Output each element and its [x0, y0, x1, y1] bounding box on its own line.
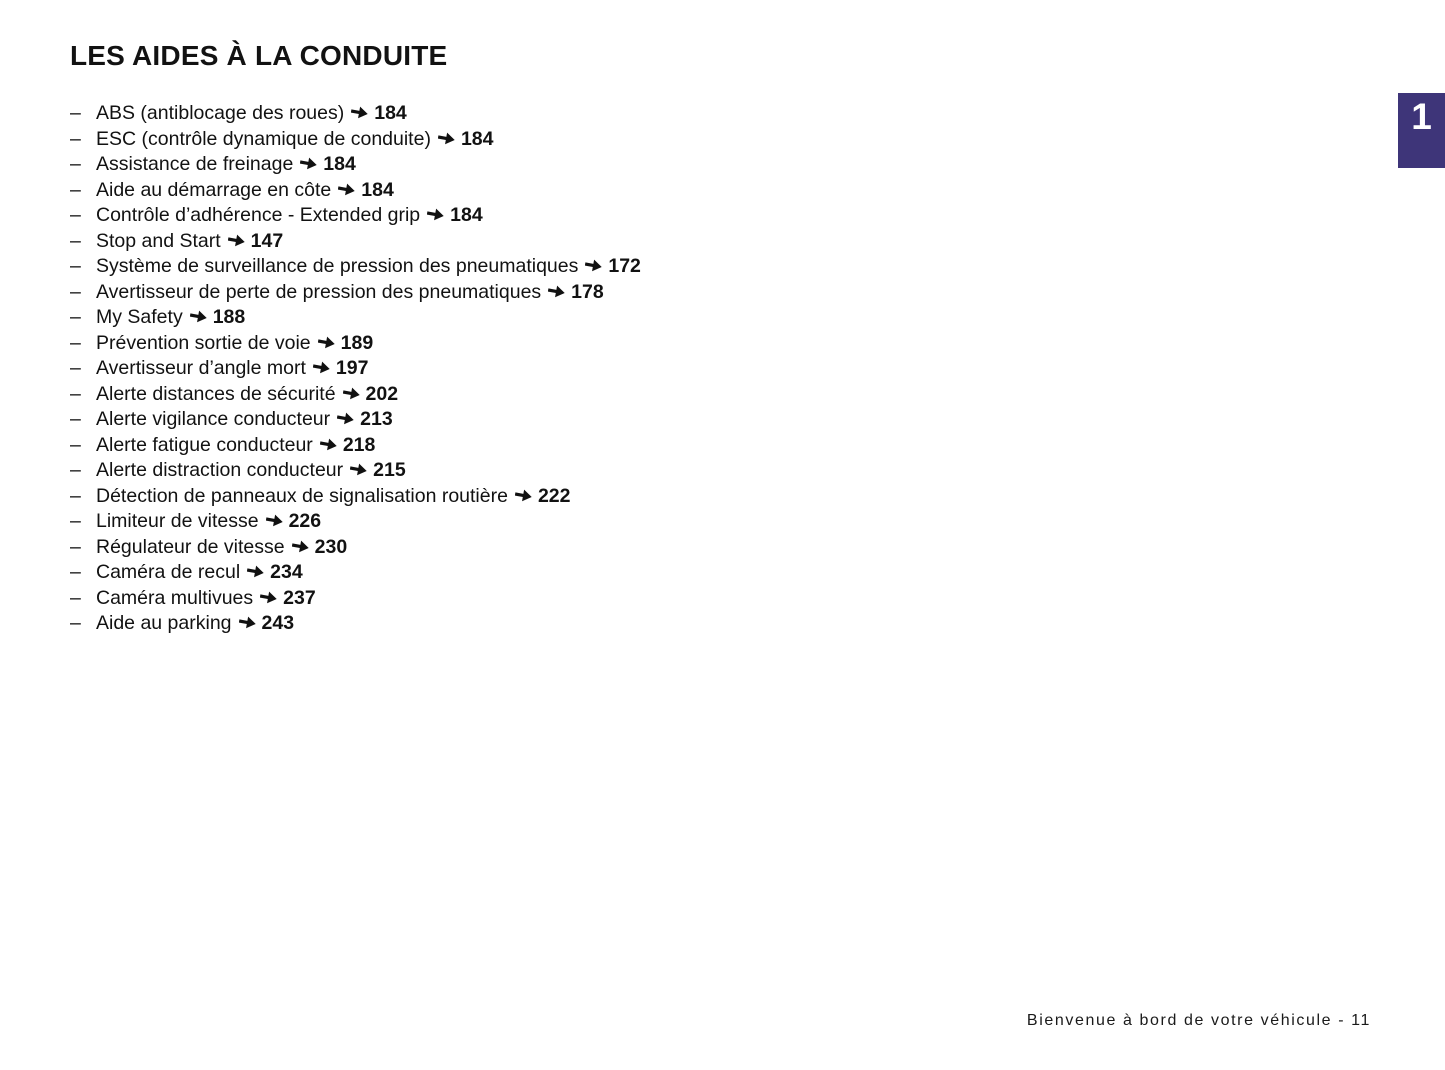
- page-ref-arrow-icon: [351, 104, 368, 121]
- toc-item: [70, 254, 970, 280]
- toc-item-dash: –: [70, 178, 81, 201]
- page-ref-arrow-icon: [190, 308, 207, 325]
- toc-item-label: Alerte distraction conducteur: [96, 459, 344, 481]
- toc-item-page-number: 237: [283, 586, 316, 609]
- toc-item-page-number: 184: [374, 102, 407, 124]
- page-ref-arrow-icon: [292, 538, 309, 555]
- toc-item-label: Détection de panneaux de signalisation routière: [96, 484, 508, 507]
- toc-item: [70, 356, 970, 382]
- toc-item: [70, 407, 970, 433]
- page-ref-arrow-icon: [247, 563, 264, 580]
- toc-item-label: Stop and Start: [96, 229, 221, 252]
- toc-item-label: Assistance de freinage: [96, 153, 294, 175]
- toc-item: [70, 560, 970, 586]
- page-ref-arrow-icon: [239, 614, 256, 631]
- toc-item: [70, 203, 970, 229]
- toc-item-dash: –: [70, 306, 81, 328]
- toc-item: [70, 152, 970, 178]
- toc-item-page-number: 230: [314, 535, 348, 558]
- toc-item-label: Prévention sortie de voie: [96, 331, 311, 354]
- page-title: LES AIDES À LA CONDUITE: [70, 40, 448, 71]
- toc-item-page-number: 147: [250, 229, 284, 252]
- toc-item-dash: –: [70, 484, 81, 507]
- toc-item-label: ABS (antiblocage des roues): [96, 102, 345, 124]
- toc-item-label: Alerte fatigue conducteur: [96, 433, 313, 456]
- toc-item-dash: –: [70, 127, 81, 150]
- toc-item-label: Limiteur de vitesse: [96, 510, 259, 532]
- page-ref-arrow-icon: [313, 359, 330, 376]
- page-ref-arrow-icon: [300, 155, 317, 172]
- toc-item-dash: –: [70, 229, 81, 252]
- toc-item: [70, 280, 970, 306]
- toc-item-page-number: 197: [335, 357, 369, 379]
- toc-item-dash: –: [70, 357, 81, 379]
- toc-item-page-number: 213: [360, 408, 393, 430]
- toc-item-dash: –: [70, 510, 81, 532]
- page-ref-arrow-icon: [320, 436, 337, 453]
- page-ref-arrow-icon: [343, 385, 360, 402]
- toc-item-page-number: 189: [340, 331, 374, 354]
- page-ref-arrow-icon: [266, 512, 283, 529]
- toc-item-label: Système de surveillance de pression des pneumatiques: [96, 255, 579, 277]
- toc-item: [70, 178, 970, 204]
- toc-item-label: Avertisseur d’angle mort: [96, 357, 306, 379]
- toc-item-dash: –: [70, 612, 81, 634]
- toc-item-dash: –: [70, 255, 81, 277]
- toc-item: [70, 331, 970, 357]
- toc-item-label: Aide au parking: [96, 612, 232, 634]
- page-ref-arrow-icon: [260, 589, 277, 606]
- section-tab: [1398, 93, 1445, 168]
- toc-item-dash: –: [70, 153, 81, 175]
- toc-item: [70, 229, 970, 255]
- toc-item-page-number: 184: [460, 127, 494, 150]
- page-ref-arrow-icon: [350, 461, 367, 478]
- toc-item-label: Caméra de recul: [96, 561, 241, 583]
- toc-item-dash: –: [70, 408, 81, 430]
- page-ref-arrow-icon: [338, 181, 355, 198]
- toc-item: [70, 382, 970, 408]
- toc-item-label: Alerte vigilance conducteur: [96, 408, 331, 430]
- page-ref-arrow-icon: [337, 410, 354, 427]
- footer-page-info: Bienvenue à bord de votre véhicule - 11: [1026, 1012, 1371, 1029]
- toc-item-page-number: 215: [373, 459, 406, 481]
- toc-item-page-number: 202: [365, 382, 399, 405]
- toc-item: [70, 509, 970, 535]
- toc-item-dash: –: [70, 382, 81, 405]
- toc-item-page-number: 188: [212, 306, 246, 328]
- toc-item-page-number: 243: [261, 612, 295, 634]
- toc-item-page-number: 184: [323, 153, 356, 175]
- toc-item-label: Aide au démarrage en côte: [96, 178, 332, 201]
- toc-item: [70, 305, 970, 331]
- toc-item-label: ESC (contrôle dynamique de conduite): [96, 127, 431, 150]
- page-ref-arrow-icon: [438, 130, 455, 147]
- toc-item-dash: –: [70, 535, 81, 558]
- page-ref-arrow-icon: [585, 257, 602, 274]
- toc-item-page-number: 184: [450, 204, 483, 226]
- toc-item: [70, 433, 970, 459]
- toc-item-dash: –: [70, 586, 81, 609]
- toc-item-dash: –: [70, 280, 81, 303]
- toc-item: [70, 484, 970, 510]
- page-ref-arrow-icon: [228, 232, 245, 249]
- toc-item-dash: –: [70, 459, 81, 481]
- toc-item-label: Régulateur de vitesse: [96, 535, 285, 558]
- toc-item-dash: –: [70, 433, 81, 456]
- toc-item: [70, 127, 970, 153]
- toc-item-dash: –: [70, 102, 81, 124]
- toc-item: [70, 101, 970, 127]
- toc-item-page-number: 178: [571, 280, 604, 303]
- toc-item-dash: –: [70, 331, 81, 354]
- toc-item: [70, 458, 970, 484]
- page-ref-arrow-icon: [548, 283, 565, 300]
- toc-item: [70, 611, 970, 637]
- toc-list: [70, 101, 970, 637]
- toc-item: [70, 535, 970, 561]
- page-ref-arrow-icon: [427, 206, 444, 223]
- page-ref-arrow-icon: [318, 334, 335, 351]
- section-tab-number: 1: [1411, 96, 1432, 137]
- toc-item-label: Contrôle d’adhérence - Extended grip: [96, 204, 421, 226]
- toc-item-label: Caméra multivues: [96, 586, 254, 609]
- page-ref-arrow-icon: [515, 487, 532, 504]
- toc-item-page-number: 234: [270, 561, 303, 583]
- toc-item-label: Alerte distances de sécurité: [96, 382, 336, 405]
- toc-item: [70, 586, 970, 612]
- toc-item-dash: –: [70, 561, 81, 583]
- toc-item-page-number: 184: [361, 178, 394, 201]
- toc-item-page-number: 222: [537, 484, 571, 507]
- toc-item-page-number: 172: [608, 255, 641, 277]
- toc-item-dash: –: [70, 204, 81, 226]
- toc-item-page-number: 226: [288, 510, 322, 532]
- toc-item-label: My Safety: [96, 306, 183, 328]
- toc-item-page-number: 218: [342, 433, 376, 456]
- toc-item-label: Avertisseur de perte de pression des pneumatiques: [96, 280, 542, 303]
